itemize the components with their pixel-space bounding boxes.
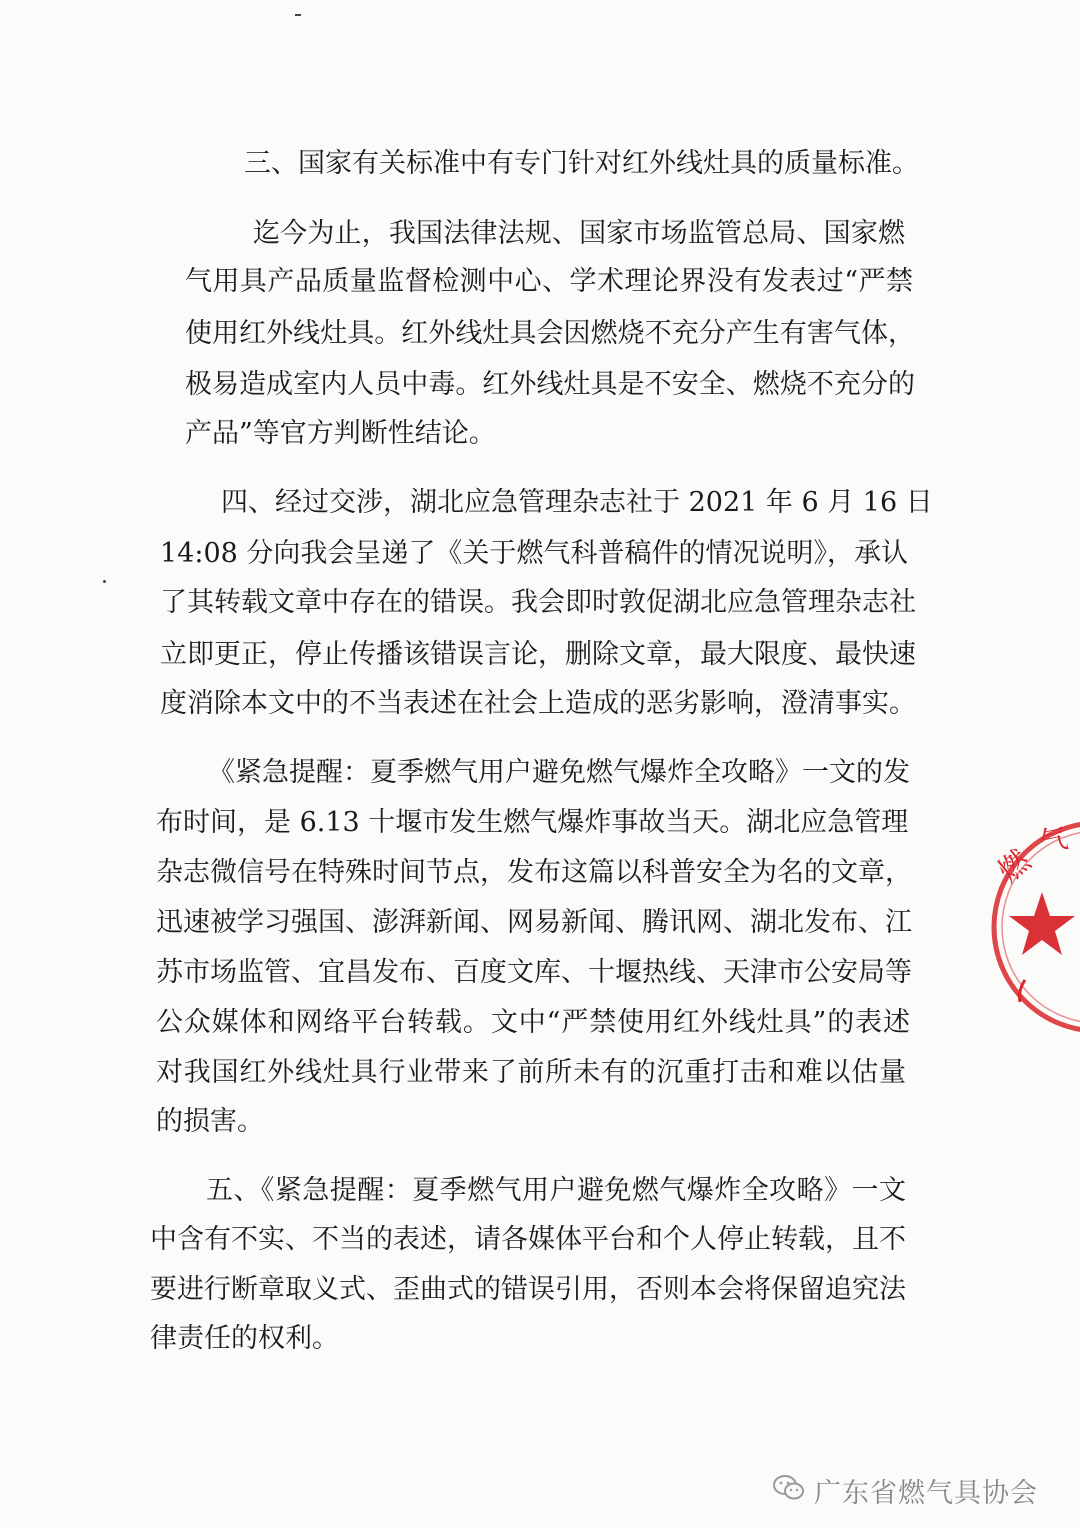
official-seal (980, 812, 1080, 1042)
scan-mark (295, 14, 301, 16)
wechat-icon (772, 1473, 806, 1507)
paragraph-line: 公众媒体和网络平台转载。文中“严禁使用红外线灶具”的表述 (156, 1007, 910, 1038)
paragraph-line: 的损害。 (156, 1106, 264, 1137)
paragraph-line: 使用红外线灶具。红外线灶具会因燃烧不充分产生有害气体， (185, 318, 915, 349)
seal-char: 气 (1036, 821, 1071, 860)
paragraph-line: 立即更正，停止传播该错误言论，删除文章，最大限度、最快速 (160, 639, 916, 670)
paragraph-line: 极易造成室内人员中毒。红外线灶具是不安全、燃烧不充分的 (185, 369, 915, 400)
paragraph-line: 对我国红外线灶具行业带来了前所未有的沉重打击和难以估量 (156, 1057, 906, 1088)
watermark (772, 1470, 1038, 1510)
paragraph-line: 迄今为止，我国法律法规、国家市场监管总局、国家燃 (253, 218, 905, 249)
paragraph-line: 要进行断章取义式、歪曲式的错误引用，否则本会将保留追究法 (150, 1274, 906, 1305)
section-4-heading: 四、经过交涉，湖北应急管理杂志社于 2021 年 6 月 16 日 (221, 487, 933, 518)
section-5-heading: 五、《紧急提醒：夏季燃气用户避免燃气爆炸全攻略》一文 (206, 1175, 906, 1206)
paragraph-line: 杂志微信号在特殊时间节点，发布这篇以科普安全为名的文章， (156, 857, 912, 888)
seal-graphic (980, 812, 1080, 1042)
paragraph-line: 《紧急提醒：夏季燃气用户避免燃气爆炸全攻略》一文的发 (208, 757, 910, 788)
paragraph-line: 苏市场监管、宜昌发布、百度文库、十堰热线、天津市公安局等 (156, 957, 912, 988)
seal-star (1009, 892, 1075, 955)
paragraph-line: 14:08 分向我会呈递了《关于燃气科普稿件的情况说明》，承认 (160, 538, 908, 569)
paragraph-line: 迅速被学习强国、澎湃新闻、网易新闻、腾讯网、湖北发布、江 (156, 907, 912, 938)
section-3-heading: 三、国家有关标准中有专门针对红外线灶具的质量标准。 (244, 148, 919, 179)
paragraph-line: 气用具产品质量监督检测中心、学术理论界没有发表过“严禁 (185, 266, 913, 297)
paragraph-line: 律责任的权利。 (150, 1323, 339, 1354)
paragraph-line: 中含有不实、不当的表述，请各媒体平台和个人停止转载，且不 (150, 1224, 906, 1255)
seal-char: 燃 (991, 843, 1038, 890)
watermark-text: 广东省燃气具协会 (814, 1477, 1038, 1509)
paragraph-line: 布时间，是 6.13 十堰市发生燃气爆炸事故当天。湖北应急管理 (156, 807, 909, 838)
paragraph-line: 度消除本文中的不当表述在社会上造成的恶劣影响，澄清事实。 (160, 688, 916, 719)
scan-mark (103, 580, 106, 583)
paragraph-line: 了其转载文章中存在的错误。我会即时敦促湖北应急管理杂志社 (160, 587, 916, 618)
paragraph-line: 产品”等官方判断性结论。 (185, 418, 496, 449)
